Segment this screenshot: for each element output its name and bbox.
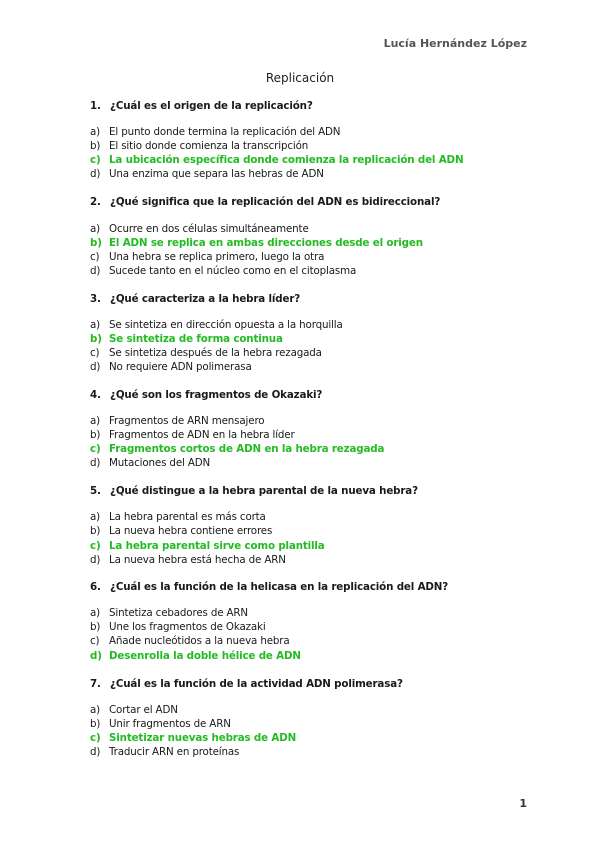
option-text: Fragmentos de ARN mensajero	[109, 415, 265, 427]
question-number: 4.	[90, 389, 101, 401]
option-text: El punto donde termina la replicación del ADN	[109, 126, 341, 138]
question-number: 5.	[90, 485, 101, 497]
page-title: Replicación	[265, 71, 335, 85]
option-text: Desenrolla la doble hélice de ADN	[109, 650, 301, 662]
option-text: Une los fragmentos de Okazaki	[109, 621, 266, 633]
option-letter: a)	[90, 223, 101, 235]
question-text: ¿Qué son los fragmentos de Okazaki?	[110, 389, 323, 401]
question-text: ¿Qué caracteriza a la hebra líder?	[110, 293, 301, 305]
option-text: Mutaciones del ADN	[109, 457, 211, 469]
option-letter: c)	[90, 732, 101, 744]
option-text: El sitio donde comienza la transcripción	[109, 140, 309, 152]
option-text: Una hebra se replica primero, luego la otra	[109, 251, 325, 263]
question-number: 3.	[90, 293, 101, 305]
option-letter: a)	[90, 126, 101, 138]
option-letter: c)	[90, 154, 101, 166]
question-text: ¿Cuál es el origen de la replicación?	[110, 100, 313, 112]
option-text: La nueva hebra está hecha de ARN	[109, 554, 286, 566]
option-letter: b)	[90, 525, 101, 537]
option-letter: b)	[90, 621, 101, 633]
option-letter: a)	[90, 607, 101, 619]
option-letter: c)	[90, 635, 100, 647]
option-text: La hebra parental es más corta	[109, 511, 266, 523]
option-text: Traducir ARN en proteínas	[109, 746, 240, 758]
option-text: Sintetiza cebadores de ARN	[109, 607, 248, 619]
option-text: Fragmentos cortos de ADN en la hebra rezagada	[109, 443, 385, 455]
question-text: ¿Cuál es la función de la actividad ADN polimerasa?	[110, 678, 403, 690]
option-text: Sintetizar nuevas hebras de ADN	[109, 732, 297, 744]
page-number: 1	[519, 797, 527, 810]
option-text: Unir fragmentos de ARN	[109, 718, 231, 730]
option-letter: d)	[90, 650, 102, 662]
option-letter: c)	[90, 443, 101, 455]
option-letter: d)	[90, 746, 101, 758]
option-letter: b)	[90, 718, 101, 730]
question-text: ¿Cuál es la función de la helicasa en la replicación del ADN?	[110, 581, 449, 593]
option-text: Se sintetiza después de la hebra rezagada	[109, 347, 322, 359]
option-text: Se sintetiza en dirección opuesta a la horquilla	[109, 319, 343, 331]
question-text: ¿Qué significa que la replicación del ADN es bidireccional?	[110, 196, 441, 208]
option-letter: d)	[90, 457, 101, 469]
option-text: Ocurre en dos células simultáneamente	[109, 223, 309, 235]
option-letter: c)	[90, 251, 100, 263]
option-letter: a)	[90, 704, 101, 716]
option-letter: a)	[90, 319, 101, 331]
question-number: 6.	[90, 581, 101, 593]
option-text: La nueva hebra contiene errores	[109, 525, 273, 537]
option-text: Añade nucleótidos a la nueva hebra	[109, 635, 290, 647]
option-text: Se sintetiza de forma continua	[109, 333, 283, 345]
option-text: Fragmentos de ADN en la hebra líder	[109, 429, 295, 441]
question-text: ¿Qué distingue a la hebra parental de la nueva hebra?	[110, 485, 418, 497]
option-letter: b)	[90, 429, 101, 441]
question-number: 2.	[90, 196, 101, 208]
option-letter: d)	[90, 265, 101, 277]
option-letter: b)	[90, 140, 101, 152]
option-text: Una enzima que separa las hebras de ADN	[109, 168, 324, 180]
option-letter: d)	[90, 361, 101, 373]
option-text: No requiere ADN polimerasa	[109, 361, 252, 373]
option-letter: b)	[90, 333, 102, 345]
option-text: Sucede tanto en el núcleo como en el citoplasma	[109, 265, 357, 277]
option-letter: d)	[90, 554, 101, 566]
option-letter: b)	[90, 237, 102, 249]
option-letter: d)	[90, 168, 101, 180]
option-letter: c)	[90, 540, 101, 552]
option-text: El ADN se replica en ambas direcciones desde el origen	[109, 237, 423, 249]
option-text: Cortar el ADN	[109, 704, 178, 716]
question-number: 1.	[90, 100, 101, 112]
question-number: 7.	[90, 678, 101, 690]
option-text: La ubicación específica donde comienza la replicación del ADN	[109, 154, 464, 166]
option-text: La hebra parental sirve como plantilla	[109, 540, 325, 552]
option-letter: c)	[90, 347, 100, 359]
author-name: Lucía Hernández López	[383, 37, 527, 50]
option-letter: a)	[90, 511, 101, 523]
option-letter: a)	[90, 415, 101, 427]
